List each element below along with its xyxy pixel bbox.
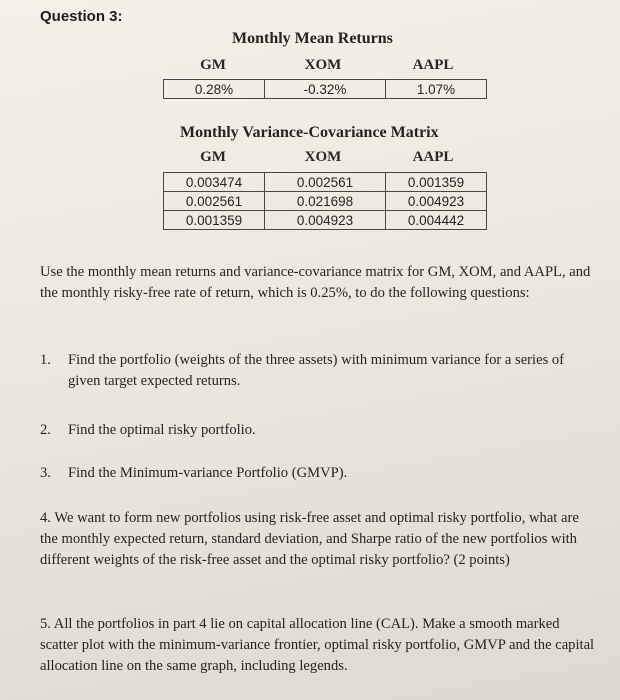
question-item-5 — [40, 614, 600, 677]
covariance-title: Monthly Variance-Covariance Matrix — [180, 124, 439, 141]
question-text: All the portfolios in part 4 lie on capital allocation line (CAL). Make a smooth marked scatter plot with the minimum-variance frontier, optimal risky portfolio, GMVP and the capital allocation line on the same graph, including legends. — [40, 616, 595, 674]
table-row — [164, 80, 487, 99]
question-item-2 — [40, 420, 600, 441]
covariance-header-row — [163, 149, 483, 166]
question-item-4 — [40, 508, 600, 571]
question-number: 2. — [40, 422, 51, 438]
cov-cell: 0.004923 — [386, 192, 487, 211]
mean-returns-header-row — [163, 57, 483, 74]
question-number: 1. — [40, 352, 51, 368]
mean-return-xom: -0.32% — [265, 80, 386, 99]
header-xom: XOM — [304, 57, 342, 73]
instructions-paragraph: Use the monthly mean returns and variance-covariance matrix for GM, XOM, and AAPL, and the monthly risky-free rate of return, which is 0.25%, to do the following questions: — [40, 264, 591, 301]
cov-cell: 0.001359 — [386, 173, 487, 192]
mean-return-gm: 0.28% — [164, 80, 265, 99]
header-xom: XOM — [304, 149, 342, 165]
cov-cell: 0.004923 — [265, 211, 386, 230]
question-text: Find the portfolio (weights of the three assets) with minimum variance for a series of given target expected returns. — [68, 352, 565, 389]
question-text: Find the Minimum-variance Portfolio (GMVP). — [68, 465, 348, 481]
mean-returns-title: Monthly Mean Returns — [232, 30, 393, 47]
header-gm: GM — [200, 57, 226, 73]
mean-return-aapl: 1.07% — [386, 80, 487, 99]
cov-cell: 0.001359 — [164, 211, 265, 230]
cov-cell: 0.003474 — [164, 173, 265, 192]
question-text: We want to form new portfolios using risk-free asset and optimal risky portfolio, what are the monthly expected return, standard deviation, and Sharpe ratio of the new portfolios with different weights of the risk-free asset and the optimal risky portfolio? (2 points) — [40, 510, 579, 568]
table-row — [164, 211, 487, 230]
header-aapl: AAPL — [412, 57, 454, 73]
covariance-table — [163, 172, 487, 230]
table-row — [164, 192, 487, 211]
question-text: Find the optimal risky portfolio. — [68, 422, 256, 438]
question-item-3 — [40, 463, 600, 484]
header-aapl: AAPL — [412, 149, 454, 165]
question-number: 5. — [40, 616, 51, 632]
cov-cell: 0.002561 — [265, 173, 386, 192]
question-number: 4. — [40, 510, 51, 526]
table-row — [164, 173, 487, 192]
question-number: 3. — [40, 465, 51, 481]
cov-cell: 0.002561 — [164, 192, 265, 211]
question-heading: Question 3: — [40, 8, 123, 25]
header-gm: GM — [200, 149, 226, 165]
cov-cell: 0.021698 — [265, 192, 386, 211]
mean-returns-table — [163, 79, 487, 99]
cov-cell: 0.004442 — [386, 211, 487, 230]
question-item-1 — [40, 350, 600, 392]
